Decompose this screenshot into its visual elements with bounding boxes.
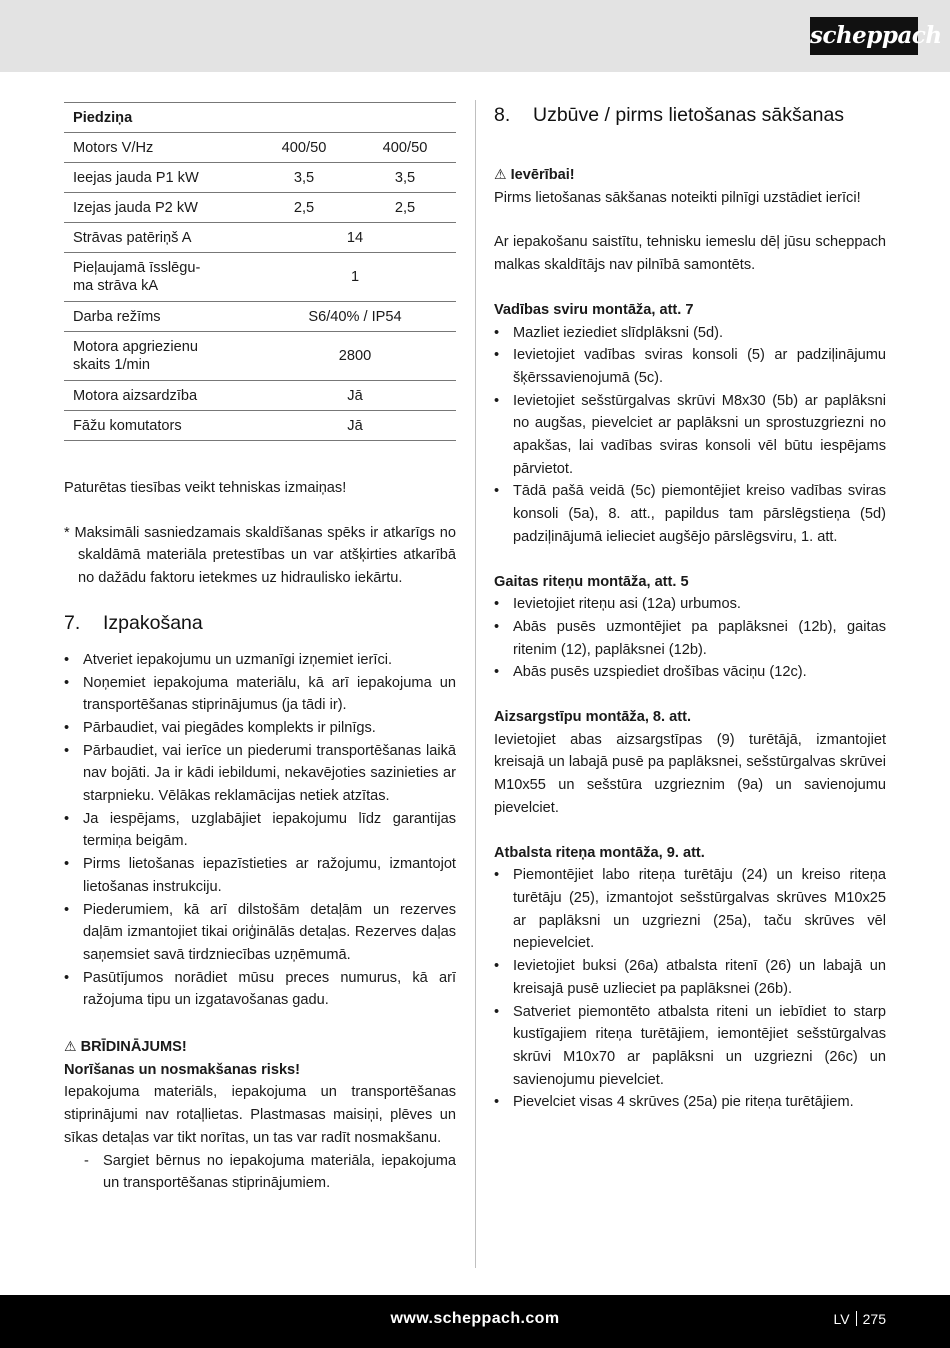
warning-subtitle: Norīšanas un nosmakšanas risks!	[64, 1061, 301, 1078]
spec-value: 3,5	[254, 163, 354, 193]
section-8-heading	[494, 104, 886, 127]
support-wheel-assembly	[494, 842, 886, 1114]
list-item: • Pasūtījumos norādiet mūsu preces numurus, kā arī ražojuma tipu un izgatavošanas gadu.	[64, 967, 456, 1012]
spec-label: Darba režīms	[64, 302, 254, 332]
table-row	[64, 193, 456, 223]
table-row	[64, 223, 456, 253]
section-title: Uzbūve / pirms lietošanas sākšanas	[533, 104, 845, 126]
list-item: • Atveriet iepakojumu un uzmanīgi izņemiet ierīci.	[64, 649, 456, 672]
spec-value: 14	[254, 223, 456, 253]
list-item: • Noņemiet iepakojuma materiālu, kā arī iepakojuma un transportēšanas stiprinājumus (ja tādi ir).	[64, 672, 456, 717]
list-item: • Pievelciet visas 4 skrūves (25a) pie riteņa turētājiem.	[494, 1091, 886, 1114]
spec-label: Motora aizsardzība	[64, 381, 254, 411]
wheel-list	[494, 593, 886, 684]
list-item: • Ja iespējams, uzglabājiet iepakojumu līdz garantijas termiņa beigām.	[64, 808, 456, 853]
list-item: • Piederumiem, kā arī dilstošām detaļām un rezerves daļām izmantojiet tikai oriģinālās detaļas. Rezerves daļas saņemsiet savā tirdzniecības uzņēmumā.	[64, 899, 456, 967]
warning-block	[64, 1035, 456, 1195]
list-item: • Tādā pašā veidā (5c) piemontējiet kreiso vadības sviras konsoli (5a), 8. att., papildus tam pārslēgstieņa (5d) padziļinājumā ielieciet augšējo pārslēgsviru, 1. att.	[494, 480, 886, 548]
subsection-title: Vadības sviru montāža, att. 7	[494, 301, 694, 318]
list-item: • Abās pusēs uzspiediet drošības vāciņu (12c).	[494, 661, 886, 684]
unpacking-list	[64, 649, 456, 1012]
spec-label: Strāvas patēriņš A	[64, 223, 254, 253]
spec-value: 1	[254, 253, 456, 302]
guard-text: Ievietojiet abas aizsargstīpas (9) turētājā, izmantojiet kreisajā un labajā pusē pa paplāksnei, sešstūrgalvas skrūvei M10x55 un sešstūra uzgrieznim (9a) un savienojumu pievelciet.	[494, 731, 886, 816]
website-link[interactable]: www.scheppach.com	[390, 1310, 560, 1327]
spec-label	[64, 253, 254, 302]
table-row	[64, 133, 456, 163]
list-item: • Ievietojiet sešstūrgalvas skrūvi M8x30 (5b) ar paplāksni no augšas, pievelciet ar paplāksni un sprostuzgriezni no apakšas, lai vadības sviras konsoli vēl būtu iespējams pārvietot.	[494, 390, 886, 481]
section-number: 8.	[494, 104, 511, 126]
separator	[856, 1311, 857, 1326]
list-item: • Pārbaudiet, vai piegādes komplekts ir pilnīgs.	[64, 717, 456, 740]
warning-triangle-icon: ⚠	[64, 1038, 77, 1055]
spec-label-line: Motora apgriezienu	[73, 339, 198, 355]
spec-value: Jā	[254, 411, 456, 441]
warning-text: Iepakojuma materiāls, iepakojuma un transportēšanas stiprinājumi nav rotaļlietas. Plastmasas maisiņi, plēves un sīkas detaļas var tikt norītas, un tas var radīt nosmakšanu.	[64, 1084, 456, 1146]
table-row	[64, 332, 456, 381]
page-number-value: 275	[862, 1311, 886, 1327]
list-item: - Sargiet bērnus no iepakojuma materiāla, iepakojuma un transportēšanas stiprinājumiem.	[84, 1150, 456, 1195]
specs-table	[64, 102, 456, 441]
lever-list	[494, 322, 886, 549]
warning-title	[64, 1035, 456, 1059]
list-item: • Piemontējiet labo riteņa turētāju (24) un kreiso riteņa turētāju (25), izmantojot sešstūrgalvas skrūves M10x25 ar paplāksni un uzgriezni (25a), taču skrūves vēl nepievelciet.	[494, 864, 886, 955]
attention-title	[494, 163, 886, 187]
attention-title-text: Ievērībai!	[510, 167, 575, 183]
guard-assembly	[494, 706, 886, 820]
table-row	[64, 411, 456, 441]
spec-label: Ieejas jauda P1 kW	[64, 163, 254, 193]
spec-value: Jā	[254, 381, 456, 411]
spec-value: 400/50	[354, 133, 456, 163]
spec-label-line: ma strāva kA	[73, 278, 159, 294]
support-list	[494, 864, 886, 1114]
column-divider	[475, 100, 476, 1268]
list-item: • Mazliet ieziediet slīdplāksni (5d).	[494, 322, 886, 345]
language-code: LV	[833, 1311, 850, 1327]
section-number: 7.	[64, 611, 81, 634]
left-column	[64, 102, 456, 1195]
table-row	[64, 302, 456, 332]
table-row	[64, 103, 456, 133]
list-item: • Satveriet piemontēto atbalsta riteni un iebīdiet to starp kustīgajiem riteņa turētājiem, iemontējiet sešstūrgalvas skrūvi M10x70 ar paplāksni un uzgriezni (26c) un savienojumu pievelciet.	[494, 1001, 886, 1092]
header-bar	[0, 0, 950, 72]
spec-label	[64, 332, 254, 381]
right-column	[494, 104, 886, 1114]
changes-note: Paturētas tiesības veikt tehniskas izmaiņas!	[64, 480, 347, 496]
spec-label-line: Pieļaujamā īsslēgu-	[73, 260, 201, 276]
subsection-title: Gaitas riteņu montāža, att. 5	[494, 573, 689, 590]
page-number	[834, 1311, 886, 1327]
spec-value: 3,5	[354, 163, 456, 193]
subsection-title: Atbalsta riteņa montāža, 9. att.	[494, 844, 705, 861]
specs-title: Piedziņa	[64, 103, 456, 133]
wheel-assembly	[494, 571, 886, 685]
list-item: • Pārbaudiet, vai ierīce un piederumi transportēšanas laikā nav bojāti. Ja ir kādi iebildumi, nekavējoties sazinieties ar starpnieku. Vēlākas reklamācijas netiek atzītas.	[64, 740, 456, 808]
footer-bar	[0, 1295, 950, 1348]
warning-list	[84, 1150, 456, 1195]
subsection-title: Aizsargstīpu montāža, 8. att.	[494, 709, 692, 726]
attention-text: Pirms lietošanas sākšanas noteikti pilnīgi uzstādiet ierīci!	[494, 189, 861, 206]
spec-value: 2800	[254, 332, 456, 381]
table-row	[64, 381, 456, 411]
lever-assembly	[494, 299, 886, 549]
table-row	[64, 253, 456, 302]
section-7-heading	[64, 612, 456, 635]
list-item: • Ievietojiet riteņu asi (12a) urbumos.	[494, 593, 886, 616]
spec-label-line: skaits 1/min	[73, 357, 151, 373]
attention-block	[494, 163, 886, 209]
list-item: • Pirms lietošanas iepazīstieties ar ražojumu, izmantojot lietošanas instrukciju.	[64, 853, 456, 898]
spec-label: Izejas jauda P2 kW	[64, 193, 254, 223]
spec-value: S6/40% / IP54	[254, 302, 456, 332]
section-title: Izpakošana	[103, 611, 203, 634]
table-row	[64, 163, 456, 193]
spec-value: 2,5	[354, 193, 456, 223]
spec-value: 400/50	[254, 133, 354, 163]
spec-label: Motors V/Hz	[64, 133, 254, 163]
warning-triangle-icon: ⚠	[494, 166, 507, 182]
brand-logo: scheppach	[810, 17, 918, 55]
spec-label: Fāžu komutators	[64, 411, 254, 441]
list-item: • Ievietojiet buksi (26a) atbalsta ritenī (26) un labajā un kreisajā pusē uzlieciet pa paplāksnei (26b).	[494, 955, 886, 1000]
list-item: • Abās pusēs uzmontējiet pa paplāksnei (12b), gaitas ritenim (12), paplāksnei (12b).	[494, 616, 886, 661]
list-item: • Ievietojiet vadības sviras konsoli (5) ar padziļinājumu šķērssavienojumā (5c).	[494, 344, 886, 389]
spec-value: 2,5	[254, 193, 354, 223]
intro-text: Ar iepakošanu saistītu, tehnisku iemeslu dēļ jūsu scheppach malkas skaldītājs nav pilnībā samontēts.	[494, 234, 886, 274]
footnote: * Maksimāli sasniedzamais skaldīšanas spēks ir atkarīgs no skaldāmā materiāla pretestības un var atšķirties atkarībā no dažādu faktoru ietekmes uz hidraulisko iekārtu.	[64, 524, 456, 587]
warning-title-text: BRĪDINĀJUMS!	[80, 1039, 187, 1056]
